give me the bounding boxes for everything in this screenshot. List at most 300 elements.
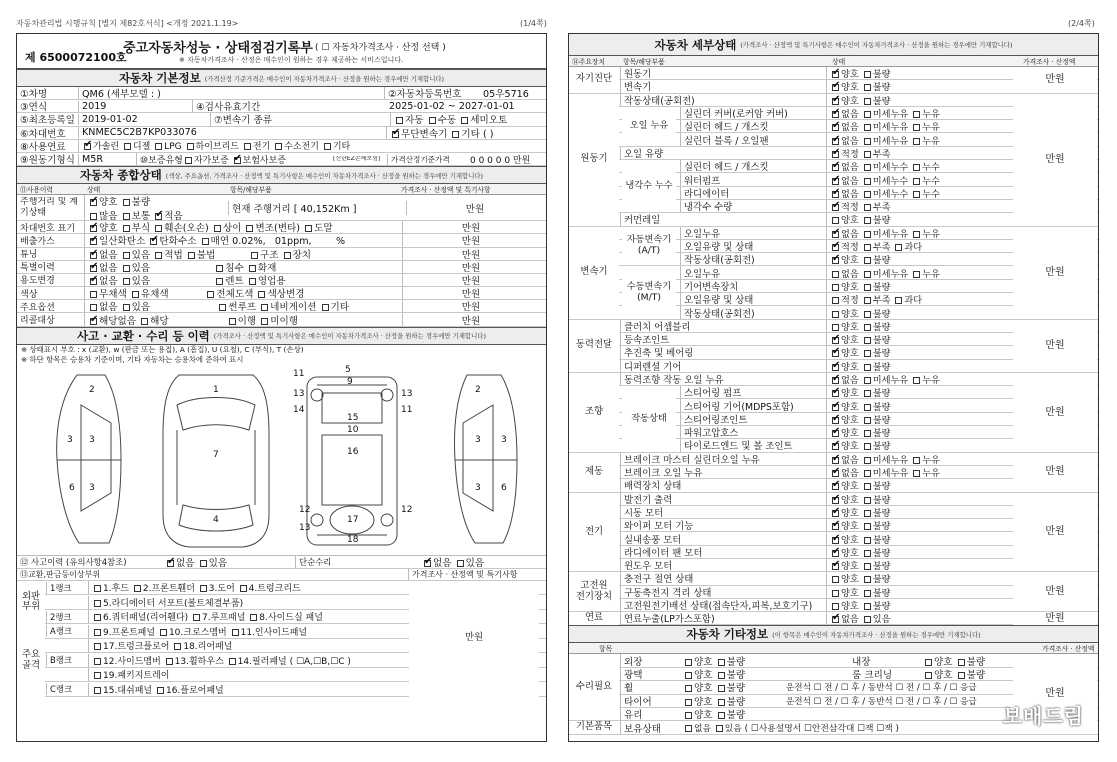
checkbox[interactable] (864, 576, 871, 583)
option-label: 누수 (922, 162, 940, 174)
checkbox[interactable] (832, 417, 839, 424)
checkbox[interactable] (864, 470, 871, 477)
exchange-row: 1랭크 1.후드 2.프론트휀더 3.도어 4.트렁크리드 (17, 581, 546, 596)
checkbox[interactable] (90, 291, 97, 298)
checkbox[interactable] (913, 457, 920, 464)
accident-header: 사고 · 교환 · 수리 등 이력 (가격조사 · 산정액 및 특기사항은 매수인이 자동차가격조사 · 산정을 원하는 경우에만 기재합니다) (17, 327, 546, 345)
diagram-number: 3 (475, 434, 481, 445)
checkbox[interactable] (718, 685, 725, 692)
checkbox[interactable] (94, 614, 101, 621)
checkbox[interactable] (832, 550, 839, 557)
checkbox[interactable] (864, 483, 871, 490)
checkbox[interactable] (864, 537, 871, 544)
summary-table-header: ⑪사용이력 상태 항목/해당부품 가격조사 · 산정액 및 특기사항 (17, 184, 546, 195)
diagram-number: 5 (345, 364, 351, 375)
checkbox[interactable] (913, 231, 920, 238)
option-label: 무단변속기 (401, 128, 448, 140)
checkbox[interactable] (832, 244, 839, 251)
detail-row: 스티어링조인트 ✔ 양호 불량 (569, 413, 1098, 426)
diagram-number: 2 (89, 384, 95, 395)
checkbox[interactable] (123, 199, 130, 206)
checkbox[interactable] (832, 231, 839, 238)
checkbox[interactable] (864, 111, 871, 118)
checkbox[interactable] (864, 590, 871, 597)
checkbox[interactable] (187, 143, 194, 150)
detail-device-label: 연료 (569, 612, 619, 624)
checkbox[interactable] (166, 658, 173, 665)
option-label: 누수 (922, 175, 940, 187)
checkbox[interactable] (244, 143, 251, 150)
checkbox[interactable] (864, 257, 871, 264)
detail-price: 만원 (1013, 493, 1097, 572)
checkbox[interactable] (864, 178, 871, 185)
option-label: 불량 (131, 196, 151, 208)
exchange-row: A랭크 9.프론트패널 10.크로스멤버 11.인사이드패널 (17, 624, 546, 639)
checkbox[interactable] (958, 659, 965, 666)
checkbox[interactable] (864, 350, 871, 357)
checkbox[interactable] (249, 265, 256, 272)
checkbox[interactable] (864, 204, 871, 211)
option-label: 없음 (841, 122, 859, 134)
checkbox[interactable] (324, 143, 331, 150)
detail-row: 타이로드엔드 및 볼 조인트 ✔ 양호 불량 (569, 439, 1098, 452)
option-label: 18.리어패널 (183, 642, 233, 653)
option-label: 누유 (922, 109, 940, 121)
checkbox[interactable] (864, 563, 871, 570)
checkbox[interactable] (832, 603, 839, 610)
checkbox[interactable] (250, 614, 257, 621)
checkbox[interactable] (864, 98, 871, 105)
option-label: 과다 (904, 242, 923, 254)
option-label: 상이 (222, 223, 242, 235)
diagram-number: 3 (89, 434, 95, 445)
detail-device-label: 조향 (569, 373, 619, 452)
checkbox[interactable] (832, 98, 839, 105)
option-label: 불량 (872, 69, 891, 81)
checkbox[interactable] (94, 600, 101, 607)
option-label: 3.도어 (208, 584, 235, 595)
checkbox[interactable] (832, 497, 839, 504)
checkbox[interactable] (864, 417, 871, 424)
detail-row: 작동상태(공회전) ✔ 양호 불량 (569, 253, 1098, 266)
checkbox[interactable] (157, 687, 164, 694)
checkbox[interactable] (685, 712, 692, 719)
diagram-number: 18 (347, 534, 359, 545)
checkbox[interactable] (258, 291, 265, 298)
checkbox[interactable] (864, 337, 871, 344)
detail-row: 충전구 절연 상태 양호 불량 (569, 572, 1098, 585)
other-table-header: 항목 가격조사 · 산정액 (569, 643, 1098, 654)
checkbox[interactable] (832, 124, 839, 131)
checkbox[interactable] (832, 164, 839, 171)
option-label: 전체도색 (216, 289, 254, 301)
checkbox[interactable] (200, 585, 207, 592)
checkbox[interactable] (864, 84, 871, 91)
checkbox[interactable] (90, 265, 97, 272)
checkbox[interactable] (895, 244, 902, 251)
checkbox[interactable] (718, 672, 725, 679)
checkbox[interactable] (832, 151, 839, 158)
checkbox[interactable] (832, 457, 839, 464)
checkbox[interactable] (864, 124, 871, 131)
option-label: 19.패키지트레이 (103, 671, 170, 682)
checkbox[interactable] (864, 191, 871, 198)
checkbox[interactable] (90, 252, 97, 259)
summary-header: 자동차 종합상태 (색상, 주요옵션, 가격조사 · 산정액 및 특기사항은 매수인이 자동차가격조사 · 산정을 원하는 경우에만 기재합니다) (17, 166, 546, 184)
detail-row: 고전원전기배선 상태(접속단자,피복,보호기구) 양호 불량 (569, 599, 1098, 612)
checkbox[interactable] (832, 84, 839, 91)
checkbox[interactable] (913, 191, 920, 198)
checkbox[interactable] (913, 138, 920, 145)
option-label: 미세누유 (872, 122, 909, 134)
checkbox[interactable] (832, 523, 839, 530)
checkbox[interactable] (832, 204, 839, 211)
option-label: 17.트렁크플로어 (103, 642, 170, 653)
checkbox[interactable] (94, 643, 101, 650)
option-label: 누수 (922, 188, 940, 200)
checkbox[interactable] (718, 712, 725, 719)
checkbox[interactable] (832, 510, 839, 517)
page-one (16, 33, 547, 742)
checkbox[interactable] (864, 284, 871, 291)
detail-price: 만원 (1013, 320, 1097, 372)
exchange-row: C랭크 15.대쉬패널 16.플로어패널 (17, 682, 546, 697)
option-label: 미세누수 (872, 175, 909, 187)
checkbox[interactable] (925, 672, 932, 679)
checkbox[interactable] (832, 483, 839, 490)
checkbox[interactable] (832, 616, 839, 623)
checkbox[interactable] (155, 225, 162, 232)
checkbox[interactable] (832, 430, 839, 437)
detail-row: 워터펌프 ✔ 없음 미세누수 누수 (569, 173, 1098, 186)
checkbox[interactable] (832, 443, 839, 450)
detail-row: 와이퍼 모터 기능 ✔ 양호 불량 (569, 519, 1098, 532)
option-label: 있음 (131, 275, 151, 287)
diagram-number: 3 (501, 434, 507, 445)
checkbox[interactable] (864, 364, 871, 371)
checkbox[interactable] (123, 278, 130, 285)
checkbox[interactable] (832, 257, 839, 264)
form-title: 중고자동차성능 · 상태점검기록부 (123, 41, 313, 56)
option-label: 양호 (694, 670, 713, 682)
checkbox[interactable] (864, 377, 871, 384)
checkbox[interactable] (90, 199, 97, 206)
checkbox[interactable] (94, 687, 101, 694)
diagram-number: 6 (501, 482, 507, 493)
checkbox[interactable] (864, 297, 871, 304)
checkbox[interactable] (132, 291, 139, 298)
checkbox[interactable] (219, 304, 226, 311)
checkbox[interactable] (832, 350, 839, 357)
checkbox[interactable] (913, 124, 920, 131)
checkbox[interactable] (202, 238, 209, 245)
checkbox[interactable] (251, 252, 258, 259)
checkbox[interactable] (913, 178, 920, 185)
option-label: 불량 (872, 215, 891, 227)
checkbox[interactable] (90, 304, 97, 311)
checkbox[interactable] (718, 699, 725, 706)
checkbox[interactable] (94, 629, 101, 636)
checkbox[interactable] (216, 278, 223, 285)
checkbox[interactable] (832, 271, 839, 278)
checkbox[interactable] (864, 311, 871, 318)
option-label: 가솔린 (93, 142, 120, 153)
outer-panel-label: 외판 부위 (17, 581, 45, 624)
checkbox[interactable] (832, 284, 839, 291)
checkbox[interactable] (90, 318, 97, 325)
checkbox[interactable] (895, 297, 902, 304)
detail-device-label: 전기 (569, 493, 619, 572)
checkbox[interactable] (925, 659, 932, 666)
checkbox[interactable] (832, 178, 839, 185)
checkbox[interactable] (155, 213, 162, 220)
checkbox[interactable] (864, 71, 871, 78)
exchange-row: B랭크 12.사이드멤버 13.휠하우스 14.필러패널 ( ☐A,☐B,☐C ) (17, 653, 546, 668)
checkbox[interactable] (249, 278, 256, 285)
checkbox[interactable] (216, 265, 223, 272)
checkbox[interactable] (832, 470, 839, 477)
option-label: 해당 (150, 315, 169, 327)
detail-price: 만원 (1013, 227, 1097, 319)
checkbox[interactable] (155, 143, 162, 150)
detail-row: 등속조인트 ✔ 양호 불량 (569, 333, 1098, 346)
page-number-left: (1/4쪽) (520, 19, 547, 28)
checkbox[interactable] (832, 563, 839, 570)
checkbox[interactable] (832, 576, 839, 583)
checkbox[interactable] (832, 217, 839, 224)
checkbox[interactable] (832, 337, 839, 344)
checkbox[interactable] (832, 590, 839, 597)
checkbox[interactable] (864, 430, 871, 437)
checkbox[interactable] (160, 629, 167, 636)
checkbox[interactable] (200, 560, 207, 567)
detail-row: 실내송풍 모터 ✔ 양호 불량 (569, 532, 1098, 545)
checkbox[interactable] (261, 304, 268, 311)
option-label: 양호 (841, 494, 859, 506)
option-label: 없음 (841, 454, 859, 466)
checkbox[interactable] (322, 304, 329, 311)
detail-group-label: 오일 누유 (622, 107, 676, 146)
checkbox[interactable] (214, 225, 221, 232)
option-label: 양호 (841, 82, 859, 94)
checkbox[interactable] (685, 699, 692, 706)
checkbox[interactable] (864, 164, 871, 171)
checkbox[interactable] (174, 643, 181, 650)
checkbox[interactable] (864, 390, 871, 397)
checkbox[interactable] (685, 685, 692, 692)
checkbox[interactable] (90, 278, 97, 285)
checkbox[interactable] (94, 585, 101, 592)
detail-row: 배력장치 상태 ✔ 양호 불량 (569, 479, 1098, 492)
checkbox[interactable] (864, 324, 871, 331)
option-label: 화재 (257, 262, 277, 274)
checkbox[interactable] (864, 457, 871, 464)
diagram-number: 10 (347, 424, 359, 435)
checkbox[interactable] (123, 225, 130, 232)
option-label: 무채색 (99, 289, 127, 301)
option-label: 양호 (841, 587, 859, 599)
option-label: 불량 (966, 656, 986, 668)
detail-row: 오일 유량 ✔ 적정 부족 (569, 147, 1098, 160)
checkbox[interactable] (193, 614, 200, 621)
checkbox[interactable] (155, 252, 162, 259)
checkbox[interactable] (429, 117, 436, 124)
detail-row: 스티어링 펌프 ✔ 양호 불량 (569, 386, 1098, 399)
checkbox[interactable] (832, 324, 839, 331)
option-label: 2.프론트휀더 (142, 584, 195, 595)
checkbox[interactable] (123, 265, 130, 272)
detail-row: 오일유량 및 상태 적정 부족 과다 (569, 293, 1098, 306)
checkbox[interactable] (913, 111, 920, 118)
option-label: 없음 (841, 614, 859, 626)
checkbox[interactable] (396, 117, 403, 124)
option-label: 불량 (872, 507, 891, 519)
checkbox[interactable] (90, 213, 97, 220)
checkbox[interactable] (305, 225, 312, 232)
checkbox[interactable] (185, 157, 192, 164)
checkbox[interactable] (832, 138, 839, 145)
diagram-number: 6 (69, 482, 75, 493)
diagram-number: 17 (347, 514, 359, 525)
checkbox[interactable] (958, 672, 965, 679)
checkbox[interactable] (864, 523, 871, 530)
option-label: 불량 (872, 481, 891, 493)
checkbox[interactable] (685, 725, 692, 732)
option-label: 있음 (724, 724, 742, 735)
option-label: 불량 (872, 321, 891, 333)
option-label: 변조(변타) (255, 223, 301, 235)
checkbox[interactable] (90, 238, 97, 245)
checkbox[interactable] (188, 252, 195, 259)
checkbox[interactable] (84, 143, 91, 150)
checkbox[interactable] (457, 560, 464, 567)
checkbox[interactable] (864, 151, 871, 158)
detail-row: 냉각수 수량 ✔ 적정 부족 (569, 200, 1098, 213)
checkbox[interactable] (424, 560, 431, 567)
checkbox[interactable] (207, 291, 214, 298)
checkbox[interactable] (832, 311, 839, 318)
detail-row: 기어변속장치 양호 불량 (569, 280, 1098, 293)
checkbox[interactable] (229, 318, 236, 325)
checkbox[interactable] (864, 603, 871, 610)
option-label: 양호 (841, 401, 859, 413)
option-label: 색상변경 (267, 289, 305, 301)
checkbox[interactable] (832, 537, 839, 544)
checkbox[interactable] (229, 658, 236, 665)
checkbox[interactable] (240, 585, 247, 592)
checkbox[interactable] (284, 252, 291, 259)
option-label: 없음 (841, 109, 859, 121)
basic-info (17, 87, 546, 166)
diagram-number: 13 (401, 388, 413, 399)
checkbox[interactable] (150, 238, 157, 245)
checkbox[interactable] (134, 585, 141, 592)
detail-row: 오일유량 및 상태 ✔ 적정 부족 과다 (569, 240, 1098, 253)
checkbox[interactable] (832, 191, 839, 198)
checkbox[interactable] (124, 143, 131, 150)
option-label: 부족 (872, 148, 891, 160)
checkbox[interactable] (141, 318, 148, 325)
checkbox[interactable] (864, 244, 871, 251)
option-label: 부식 (131, 223, 151, 235)
option-label: 많음 (99, 210, 118, 222)
checkbox[interactable] (685, 659, 692, 666)
checkbox[interactable] (461, 117, 468, 124)
checkbox[interactable] (864, 271, 871, 278)
checkbox[interactable] (913, 164, 920, 171)
cert-number: 제 6500072100호 (25, 51, 127, 64)
checkbox[interactable] (234, 157, 241, 164)
option-label: 양호 (841, 601, 859, 613)
checkbox[interactable] (718, 659, 725, 666)
checkbox[interactable] (913, 470, 920, 477)
detail-group-label: 수동변속기 (M/T) (622, 267, 676, 319)
checkbox[interactable] (864, 217, 871, 224)
checkbox[interactable] (123, 252, 130, 259)
option-label: 불량 (872, 561, 891, 573)
price-cell: 만원 (402, 234, 536, 247)
checkbox[interactable] (864, 138, 871, 145)
checkbox[interactable] (94, 672, 101, 679)
checkbox[interactable] (832, 390, 839, 397)
checkbox[interactable] (832, 297, 839, 304)
option-label: 13.휠하우스 (174, 656, 224, 667)
checkbox[interactable] (123, 213, 130, 220)
checkbox[interactable] (261, 318, 268, 325)
checkbox[interactable] (232, 629, 239, 636)
checkbox[interactable] (167, 560, 174, 567)
checkbox[interactable] (832, 404, 839, 411)
checkbox[interactable] (685, 672, 692, 679)
checkbox[interactable] (864, 231, 871, 238)
checkbox[interactable] (832, 377, 839, 384)
option-label: 양호 (99, 196, 118, 208)
checkbox[interactable] (913, 271, 920, 278)
checkbox[interactable] (94, 658, 101, 665)
exchange-price: 만원 (409, 581, 539, 697)
checkbox[interactable] (864, 404, 871, 411)
page-header-left: 자동차관리법 시행규칙 [별지 제82호서식] <개정 2021.1.19> (16, 19, 239, 28)
checkbox[interactable] (864, 443, 871, 450)
option-label: 양호 (841, 69, 859, 81)
checkbox[interactable] (864, 510, 871, 517)
checkbox[interactable] (832, 364, 839, 371)
checkbox[interactable] (864, 550, 871, 557)
checkbox[interactable] (716, 725, 723, 732)
checkbox[interactable] (452, 131, 459, 138)
checkbox[interactable] (392, 131, 399, 138)
option-label: 미세누수 (872, 188, 909, 200)
option-label: 미세누유 (872, 454, 909, 466)
checkbox[interactable] (832, 71, 839, 78)
checkbox[interactable] (864, 616, 871, 623)
option-label: 양호 (841, 95, 859, 107)
checkbox[interactable] (864, 497, 871, 504)
checkbox[interactable] (246, 225, 253, 232)
option-label: 불량 (872, 361, 891, 373)
option-label: 불량 (872, 335, 891, 347)
checkbox[interactable] (832, 111, 839, 118)
detail-row: 브레이크 오일 누유 ✔ 없음 미세누유 누유 (569, 466, 1098, 479)
checkbox[interactable] (275, 143, 282, 150)
option-label: 기타 (330, 302, 350, 314)
checkbox[interactable] (913, 377, 920, 384)
option-label: 구조 (259, 249, 279, 261)
option-label: 없음 (176, 557, 195, 569)
detail-row: 윈도우 모터 ✔ 양호 불량 (569, 559, 1098, 572)
checkbox[interactable] (123, 304, 130, 311)
checkbox[interactable] (90, 225, 97, 232)
